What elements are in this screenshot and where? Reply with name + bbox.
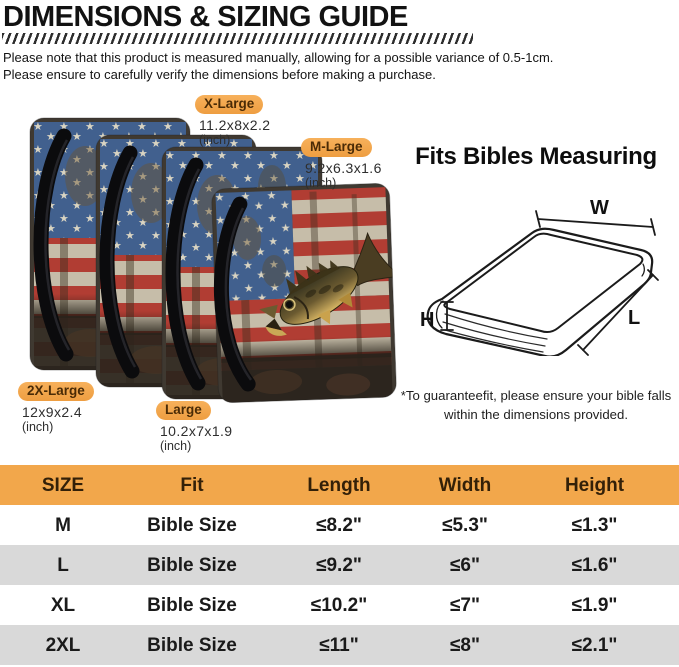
width-measure-line [538,219,653,227]
cell-size: L [57,554,69,576]
guarantee-note-line-2: within the dimensions provided. [444,407,628,422]
cell-fit: Bible Size [147,514,237,536]
column-header-fit: Fit [180,474,204,496]
size-table [0,465,679,665]
cell-height: ≤1.6" [571,554,618,576]
disclaimer-line-2: Please ensure to carefully verify the dimensions before making a purchase. [3,67,436,82]
width-label: W [590,197,609,219]
height-label: H [420,309,435,331]
bible-cover-front [211,183,400,403]
column-header-size: SIZE [41,474,85,496]
cell-height: ≤1.3" [571,514,618,536]
size-pill: X-Large [195,95,263,114]
cell-size: M [55,514,71,536]
size-dimensions: 12x9x2.4 [22,404,83,420]
size-label-x-large [193,95,270,147]
size-pill: Large [156,401,211,420]
table-row-l [0,545,679,585]
column-header-height: Height [564,474,625,496]
cell-fit: Bible Size [147,554,237,576]
cell-width: ≤7" [449,594,480,616]
length-label: L [628,307,641,329]
page-title: DIMENSIONS & SIZING GUIDE [3,1,408,33]
table-row-2xl [0,625,679,665]
cell-width: ≤5.3" [442,514,488,536]
fits-bibles-heading: Fits Bibles Measuring [415,143,657,170]
cell-width: ≤8" [449,634,480,656]
cell-height: ≤2.1" [571,634,618,656]
cell-width: ≤6" [449,554,480,576]
size-label-large [154,401,233,453]
size-unit: (inch) [305,176,337,190]
size-unit: (inch) [160,439,192,453]
guarantee-note-line-1: *To guaranteefit, please ensure your bible falls [400,388,672,403]
cell-length: ≤10.2" [310,594,368,616]
cell-length: ≤11" [319,634,359,656]
cell-size: XL [50,594,76,616]
measurement-disclaimer [3,49,623,83]
size-dimensions: 11.2x8x2.2 [199,117,271,133]
size-label-2x-large [16,382,94,434]
size-unit: (inch) [22,420,54,434]
cell-fit: Bible Size [147,634,237,656]
cell-size: 2XL [45,634,81,656]
cell-length: ≤9.2" [316,554,362,576]
cell-length: ≤8.2" [316,514,362,536]
size-pill: M-Large [301,138,372,157]
size-dimensions: 10.2x7x1.9 [160,423,233,439]
cell-height: ≤1.9" [571,594,618,616]
size-pill: 2X-Large [18,382,94,401]
table-row-xl [0,585,679,625]
hatch-divider [2,33,473,44]
table-row-m [0,505,679,545]
size-dimensions: 9.2x6.3x1.6 [305,160,382,176]
column-header-length: Length [307,474,371,496]
guarantee-note [393,386,679,424]
column-header-width: Width [438,474,492,496]
disclaimer-line-1: Please note that this product is measured manually, allowing for a possible variance of 0.5-1cm. [3,50,554,65]
size-table-header-row [0,465,679,505]
size-label-m-large [299,138,382,190]
product-photo-area [10,90,400,460]
cell-fit: Bible Size [147,594,237,616]
size-unit: (inch) [199,133,231,147]
book-measurement-sketch [412,192,676,356]
